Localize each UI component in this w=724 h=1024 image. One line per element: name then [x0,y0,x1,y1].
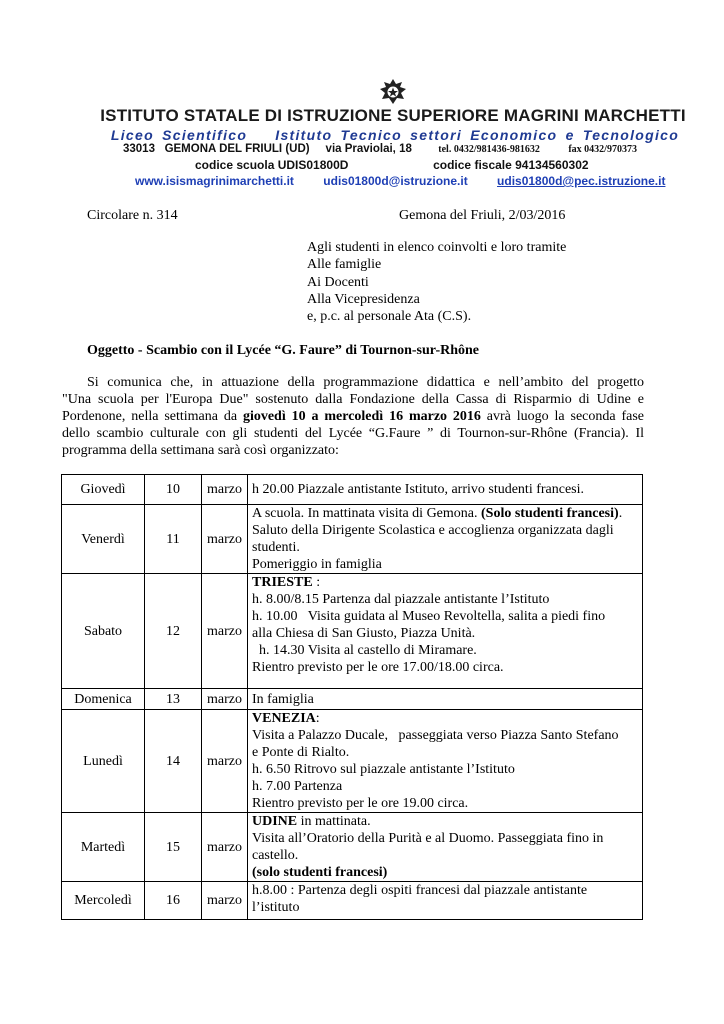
activity-text: castello. [252,848,299,863]
contact-links [135,174,665,188]
schedule-activities [248,689,643,710]
activity-text: h. 6.50 Ritrovo sul piazzale antistante l’Istituto [252,762,515,777]
activity-text: Rientro previsto per le ore 19.00 circa. [252,796,469,811]
activity-line [252,691,642,708]
activity-text: Pomeriggio in famiglia [252,557,382,572]
activity-text: h.8.00 : Partenza degli ospiti francesi dal piazzale antistante [252,883,588,898]
fax: fax 0432/970373 [568,144,637,155]
subject-line: Oggetto - Scambio con il Lycée “G. Faure” di Tournon-sur-Rhône [87,343,480,358]
schedule-month: marzo [202,813,248,882]
activity-text: In famiglia [252,691,314,707]
body-paragraph [62,374,644,459]
schedule-day: Mercoledì [62,882,145,920]
activity-line [252,608,642,625]
activity-line [252,505,642,522]
activity-line [252,481,642,498]
activity-bold-text: (solo studenti francesi) [252,865,388,880]
body-line: Si comunica che, in attuazione della programmazione didattica e nell’ambito del progetto [87,375,644,390]
activity-text: l’istituto [252,900,300,915]
body-text-segment: Pordenone, nella settimana da [62,409,243,424]
schedule-month: marzo [202,689,248,710]
schedule-row [62,882,643,920]
schedule-month: marzo [202,882,248,920]
body-text-segment: avrà luogo la seconda fase [480,409,644,424]
activity-line [252,899,642,916]
activity-line [252,710,642,727]
activity-text: studenti. [252,540,300,555]
schedule-body [62,475,643,920]
activity-line [252,556,642,573]
schedule-activities [248,475,643,505]
activity-text: Visita all’Oratorio della Purità e al Duomo. Passeggiata fino in [252,831,604,846]
schedule-month: marzo [202,710,248,813]
schedule-activities [248,882,643,920]
schedule-date-number: 15 [145,813,202,882]
activity-line [252,574,642,591]
activity-line [252,642,642,659]
activity-line [252,727,642,744]
activity-text: h. 8.00/8.15 Partenza dal piazzale antistante l’Istituto [252,592,550,607]
schedule-row [62,813,643,882]
schedule-row [62,710,643,813]
recipient-item: Alle famiglie [307,257,382,273]
activity-line [252,830,642,847]
activity-line [252,847,642,864]
activity-line [252,882,642,899]
email-link[interactable]: udis01800d@istruzione.it [323,174,468,188]
schedule-activities [248,574,643,689]
school-name: ISTITUTO STATALE DI ISTRUZIONE SUPERIORE MAGRINI MARCHETTI [100,106,686,125]
activity-bold-text: TRIESTE [252,575,313,590]
recipient-item: e, p.c. al personale Ata (C.S). [307,309,472,325]
activity-line [252,795,642,812]
activity-line [252,625,642,642]
school-type-liceo: Liceo Scientifico [110,127,248,143]
activity-text: h. 10.00 Visita guidata al Museo Revoltella, salita a piedi fino [252,609,606,624]
schedule-date-number: 11 [145,505,202,574]
schedule-date-number: 12 [145,574,202,689]
schedule-table [61,474,643,920]
school-code: codice scuola UDIS01800D [195,158,349,172]
school-types [0,127,724,143]
schedule-day: Lunedì [62,710,145,813]
website-link[interactable]: www.isismagrinimarchetti.it [135,174,294,188]
schedule-month: marzo [202,475,248,505]
activity-line [252,761,642,778]
schedule-row [62,574,643,689]
activity-bold-text: VENEZIA [252,711,316,726]
body-line: "Una scuola per l'Europa Due" sostenuto dalla Fondazione della Cassa di Risparmio di Udine e [62,392,644,407]
schedule-day: Sabato [62,574,145,689]
schedule-date-number: 14 [145,710,202,813]
body-dates-bold: giovedì 10 a mercoledì 16 marzo 2016 [242,409,481,424]
schedule-activities [248,813,643,882]
activity-line [252,539,642,556]
schedule-day: Venerdì [62,505,145,574]
telephone: tel. 0432/981436-981632 [438,144,540,155]
schedule-row [62,505,643,574]
activity-line [252,522,642,539]
recipient-item: Ai Docenti [307,274,369,290]
body-line: programma della settimana sarà così organizzato: [62,443,339,458]
activity-line [252,591,642,608]
activity-text: A scuola. In mattinata visita di Gemona. [252,506,482,521]
schedule-row [62,689,643,710]
schedule-day: Giovedì [62,475,145,505]
activity-bold-text: (Solo studenti francesi) [481,506,619,521]
activity-line [252,744,642,761]
activity-text: h 20.00 Piazzale antistante Istituto, arrivo studenti francesi. [252,482,585,497]
tax-code: codice fiscale 94134560302 [433,158,589,172]
activity-text: Visita a Palazzo Ducale, passeggiata verso Piazza Santo Stefano [252,728,619,743]
address: 33013 GEMONA DEL FRIULI (UD) via Praviolai, 18 [123,143,412,155]
recipients-list [307,239,566,325]
italian-republic-emblem-icon [378,78,408,106]
activity-line [252,813,642,830]
schedule-row [62,475,643,505]
schedule-month: marzo [202,505,248,574]
circular-number: Circolare n. 314 [87,208,178,223]
schedule-day: Domenica [62,689,145,710]
codes-line [195,158,589,172]
place-date: Gemona del Friuli, 2/03/2016 [399,208,566,223]
schedule-activities [248,505,643,574]
activity-text: : [312,575,321,590]
activity-text: in mattinata. [297,814,371,829]
pec-link[interactable]: udis01800d@pec.istruzione.it [497,174,666,188]
schedule-month: marzo [202,574,248,689]
activity-text: alla Chiesa di San Giusto, Piazza Unità. [252,626,476,641]
activity-line [252,659,642,676]
schedule-date-number: 13 [145,689,202,710]
body-line: dello scambio culturale con gli studenti del Lycée “G.Faure ” di Tournon-sur-Rhône (Francia). Il [62,426,644,441]
schedule-activities [248,710,643,813]
activity-text: h. 7.00 Partenza [252,779,343,794]
activity-text: . [618,506,623,521]
activity-text: h. 14.30 Visita al castello di Miramare. [252,643,477,658]
schedule-date-number: 10 [145,475,202,505]
activity-text: Rientro previsto per le ore 17.00/18.00 circa. [252,660,504,675]
activity-line [252,778,642,795]
schedule-day: Martedì [62,813,145,882]
recipient-item: Alla Vicepresidenza [307,291,420,307]
body-line [62,408,644,425]
activity-text: Saluto della Dirigente Scolastica e accoglienza organizzata dagli [252,523,614,538]
activity-bold-text: UDINE [252,814,298,829]
activity-text: e Ponte di Rialto. [252,745,350,760]
schedule-date-number: 16 [145,882,202,920]
school-type-tecnico: Istituto Tecnico settori Economico e Tecnologico [275,127,680,143]
recipient-item: Agli studenti in elenco coinvolti e loro tramite [307,240,567,255]
activity-line [252,864,642,881]
activity-text: : [315,711,320,726]
address-line [123,143,637,155]
